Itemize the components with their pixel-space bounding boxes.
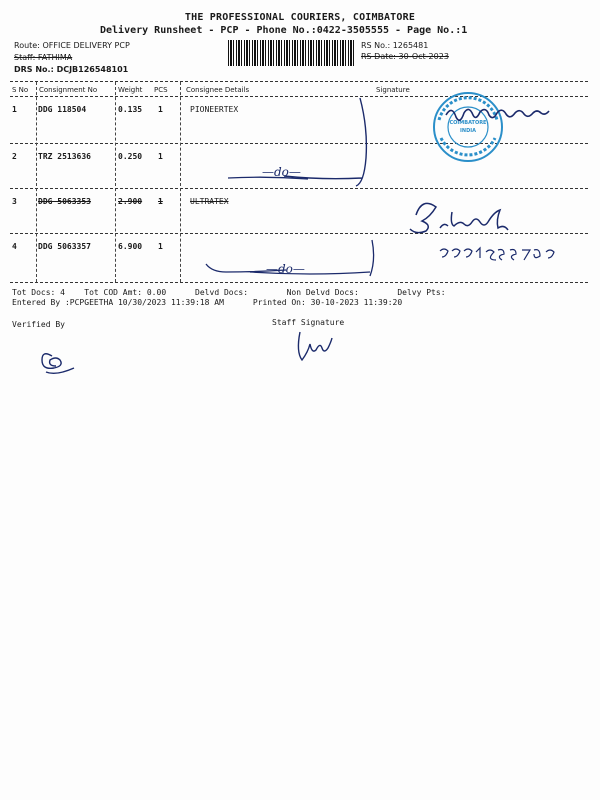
row-consignment: DDG 5063353 (38, 197, 91, 206)
tot-cod-amount: Tot COD Amt: 0.00 (84, 288, 167, 297)
col-header-consignment: Consignment No (39, 86, 98, 94)
row-sno: 2 (12, 152, 17, 161)
non-delvd-docs: Non Delvd Docs: (286, 288, 359, 297)
row-pcs: 1 (158, 105, 163, 114)
col-header-consignee: Consignee Details (186, 86, 250, 94)
row-consignment: TRZ 2513636 (38, 152, 91, 161)
row-pcs: 1 (158, 152, 163, 161)
row-pcs: 1 (158, 242, 163, 251)
company-title: THE PROFESSIONAL COURIERS, COIMBATORE (184, 12, 416, 23)
verified-by-label: Verified By (12, 320, 65, 329)
drs-number: DRS No.: DCJB126548101 (14, 65, 129, 74)
delvd-docs: Delvd Docs: (195, 288, 249, 297)
staff-label: Staff: FATHIMA (14, 53, 73, 62)
row-consignment: DDG 118504 (38, 105, 87, 114)
route-label: Route: OFFICE DELIVERY PCP (14, 41, 130, 50)
svg-text:COIMBATORE: COIMBATORE (449, 120, 487, 126)
ditto-mark: —do— (262, 165, 301, 179)
row-pcs: 1 (158, 197, 163, 206)
row-sno: 1 (12, 105, 17, 114)
row-weight: 0.135 (118, 105, 143, 114)
row-sno: 4 (12, 242, 17, 251)
row-weight: 0.250 (118, 152, 143, 161)
staff-signature-label: Staff Signature (272, 318, 345, 327)
entered-by: Entered By :PCPGEETHA 10/30/2023 11:39:18 AM (12, 298, 224, 307)
row-sno: 3 (12, 197, 17, 206)
row-consignee: PIONEERTEX (190, 105, 239, 114)
rs-date: RS Date: 30-Oct-2023 (361, 52, 449, 61)
runsheet-subtitle: Delivery Runsheet - PCP - Phone No.:0422-3505555 - Page No.:1 (100, 25, 468, 36)
row-consignee: ULTRATEX (190, 197, 229, 206)
row-weight: 2.900 (118, 197, 143, 206)
row-weight: 6.900 (118, 242, 143, 251)
svg-text:INDIA: INDIA (460, 128, 476, 134)
col-header-pcs: PCS (154, 86, 168, 94)
row-consignment: DDG 5063357 (38, 242, 91, 251)
tot-docs: Tot Docs: 4 (12, 288, 65, 297)
rs-number: RS No.: 1265481 (361, 41, 429, 50)
delvy-pts: Delvy Pts: (397, 288, 446, 297)
col-header-sno: S No (12, 86, 29, 94)
totals-line (12, 288, 446, 297)
ditto-mark: —do— (266, 262, 305, 276)
col-header-weight: Weight (118, 86, 143, 94)
printed-on: Printed On: 30-10-2023 11:39:20 (252, 298, 403, 307)
entered-line (12, 298, 402, 307)
col-header-signature: Signature (376, 86, 410, 94)
